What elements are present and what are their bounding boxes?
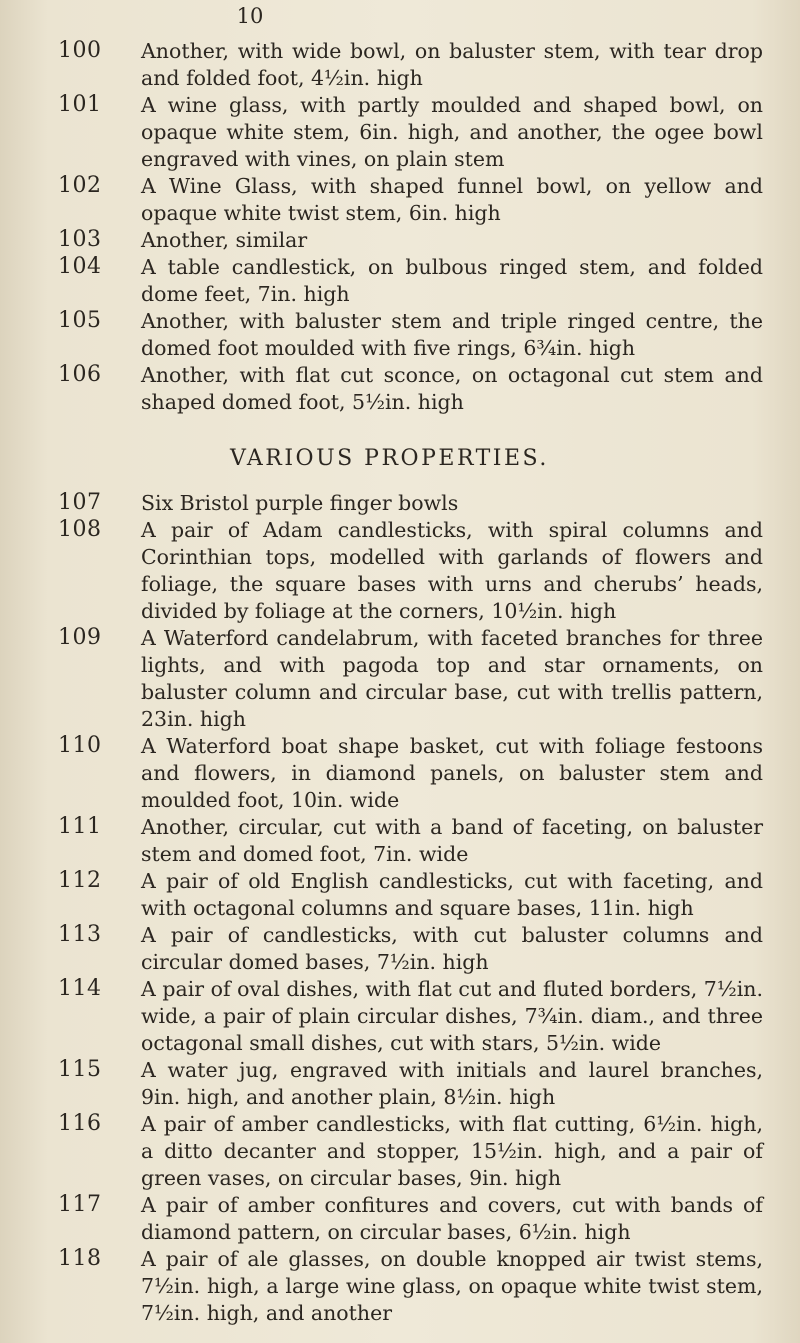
- lot-description: A pair of Adam candlesticks, with spiral columns and Corinthian tops, modelled with garlands of flowers and foliage, the square bases with urns and cherubs’ heads, divided by foliage at the corners, 10½in. high: [141, 518, 763, 623]
- lot-number: 111: [58, 814, 102, 839]
- lot-number: 109: [58, 625, 102, 650]
- lot-description: Another, with wide bowl, on baluster stem, with tear drop and folded foot, 4½in. high: [141, 39, 763, 90]
- lot-number: 102: [58, 173, 102, 198]
- lot-description: A wine glass, with partly moulded and shaped bowl, on opaque white stem, 6in. high, and another, the ogee bowl engraved with vines, on plain stem: [141, 93, 763, 171]
- lot-description: Another, with flat cut sconce, on octagonal cut stem and shaped domed foot, 5½in. high: [141, 363, 763, 414]
- lot-description: A Waterford boat shape basket, cut with foliage festoons and flowers, in diamond panels, on baluster stem and moulded foot, 10in. wide: [141, 734, 763, 812]
- lot-description: Another, with baluster stem and triple ringed centre, the domed foot moulded with five rings, 6¾in. high: [141, 309, 763, 360]
- section-heading: VARIOUS PROPERTIES.: [230, 446, 549, 471]
- lot-number: 115: [58, 1057, 102, 1082]
- lot-description: Another, circular, cut with a band of faceting, on baluster stem and domed foot, 7in. wide: [141, 815, 763, 866]
- lot-description: A table candlestick, on bulbous ringed stem, and folded dome feet, 7in. high: [141, 255, 763, 306]
- lot-description: A pair of oval dishes, with flat cut and fluted borders, 7½in. wide, a pair of plain circular dishes, 7¾in. diam., and three octagonal small dishes, cut with stars, 5½in. wide: [141, 977, 763, 1055]
- page-number: 10: [236, 4, 264, 28]
- lot-description: A pair of amber confitures and covers, cut with bands of diamond pattern, on circular bases, 6½in. high: [141, 1193, 763, 1244]
- lot-number: 104: [58, 254, 102, 279]
- lot-number: 117: [58, 1192, 102, 1217]
- lot-number: 118: [58, 1246, 102, 1271]
- lot-description: A pair of ale glasses, on double knopped air twist stems, 7½in. high, a large wine glass, on opaque white twist stem, 7½in. high, and another: [141, 1247, 763, 1325]
- lot-number: 100: [58, 38, 102, 63]
- lot-description: Six Bristol purple finger bowls: [141, 491, 459, 515]
- lot-number: 107: [58, 490, 102, 515]
- lot-number: 103: [58, 227, 102, 252]
- lot-number: 116: [58, 1111, 102, 1136]
- lot-description: A pair of amber candlesticks, with flat cutting, 6½in. high, a ditto decanter and stopper, 15½in. high, and a pair of green vases, on circular bases, 9in. high: [141, 1112, 763, 1190]
- lot-description: A Wine Glass, with shaped funnel bowl, on yellow and opaque white twist stem, 6in. high: [141, 174, 763, 225]
- lot-description: A pair of old English candlesticks, cut with faceting, and with octagonal columns and square bases, 11in. high: [141, 869, 763, 920]
- lot-number: 113: [58, 922, 102, 947]
- lot-description: Another, similar: [141, 228, 308, 252]
- lot-number: 110: [58, 733, 102, 758]
- lot-number: 106: [58, 362, 102, 387]
- lot-number: 105: [58, 308, 102, 333]
- lot-description: A Waterford candelabrum, with faceted branches for three lights, and with pagoda top and star ornaments, on baluster column and circular base, cut with trellis pattern, 23in. high: [141, 626, 763, 731]
- lot-description: A water jug, engraved with initials and laurel branches, 9in. high, and another plain, 8½in. high: [141, 1058, 763, 1109]
- lot-number: 112: [58, 868, 102, 893]
- lot-number: 101: [58, 92, 102, 117]
- lot-number: 108: [58, 517, 102, 542]
- lot-number: 114: [58, 976, 102, 1001]
- lot-description: A pair of candlesticks, with cut baluster columns and circular domed bases, 7½in. high: [141, 923, 763, 974]
